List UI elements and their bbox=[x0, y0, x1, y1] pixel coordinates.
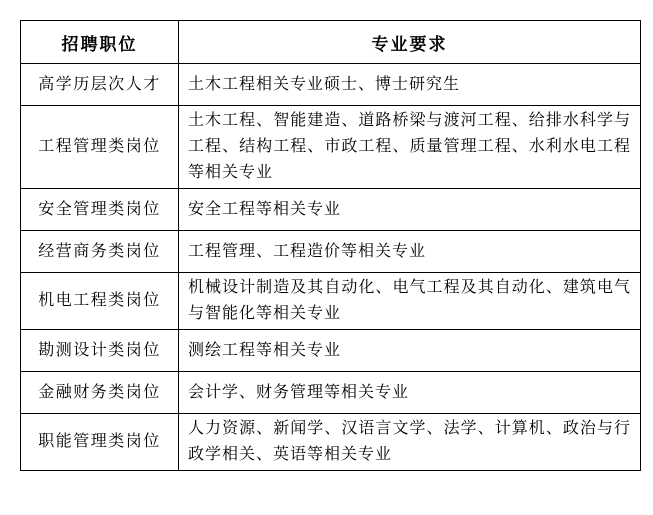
position-cell: 高学历层次人才 bbox=[21, 64, 179, 106]
position-cell: 职能管理类岗位 bbox=[21, 414, 179, 471]
requirement-cell: 测绘工程等相关专业 bbox=[179, 330, 641, 372]
requirement-cell: 会计学、财务管理等相关专业 bbox=[179, 372, 641, 414]
position-cell: 金融财务类岗位 bbox=[21, 372, 179, 414]
position-cell: 工程管理类岗位 bbox=[21, 106, 179, 189]
requirement-cell: 安全工程等相关专业 bbox=[179, 189, 641, 231]
requirement-cell: 人力资源、新闻学、汉语言文学、法学、计算机、政治与行政学相关、英语等相关专业 bbox=[179, 414, 641, 471]
position-cell: 勘测设计类岗位 bbox=[21, 330, 179, 372]
page bbox=[0, 20, 653, 515]
table-row bbox=[21, 64, 641, 106]
position-cell: 经营商务类岗位 bbox=[21, 231, 179, 273]
requirement-cell: 土木工程、智能建造、道路桥梁与渡河工程、给排水科学与工程、结构工程、市政工程、质量管理工程、水利水电工程等相关专业 bbox=[179, 106, 641, 189]
col-header-requirement: 专业要求 bbox=[179, 21, 641, 64]
table-row bbox=[21, 273, 641, 330]
table-row bbox=[21, 106, 641, 189]
table-row bbox=[21, 372, 641, 414]
table-row bbox=[21, 414, 641, 471]
position-cell: 机电工程类岗位 bbox=[21, 273, 179, 330]
position-cell: 安全管理类岗位 bbox=[21, 189, 179, 231]
requirement-cell: 工程管理、工程造价等相关专业 bbox=[179, 231, 641, 273]
requirement-cell: 机械设计制造及其自动化、电气工程及其自动化、建筑电气与智能化等相关专业 bbox=[179, 273, 641, 330]
table-row bbox=[21, 330, 641, 372]
recruitment-table bbox=[20, 20, 641, 471]
requirement-cell: 土木工程相关专业硕士、博士研究生 bbox=[179, 64, 641, 106]
table-row bbox=[21, 189, 641, 231]
header-row bbox=[21, 21, 641, 64]
table-row bbox=[21, 231, 641, 273]
col-header-position: 招聘职位 bbox=[21, 21, 179, 64]
